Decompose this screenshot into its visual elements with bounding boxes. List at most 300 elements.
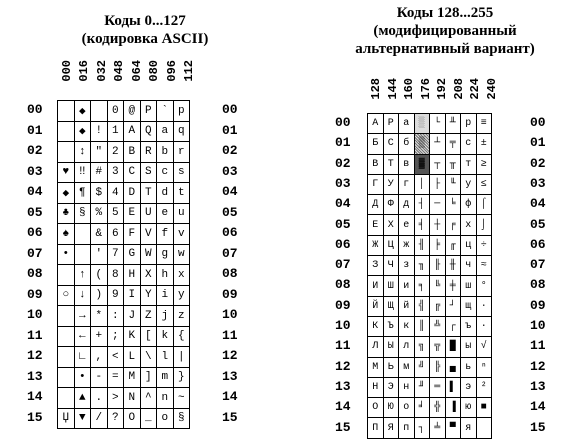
table-cell: Ф (383, 195, 399, 215)
left-row-label: 06 (27, 225, 43, 240)
table-cell: ┘ (445, 296, 461, 316)
right-row-label: 09 (530, 297, 546, 313)
table-cell: З (368, 256, 384, 276)
table-cell: ) (91, 285, 108, 306)
table-cell: j (157, 306, 174, 327)
right-row-label: 03 (335, 175, 351, 191)
table-row (368, 235, 492, 255)
table-cell: ∟ (74, 347, 91, 368)
table-cell: 9 (107, 285, 124, 306)
table-cell: А (368, 114, 384, 134)
table-cell: Џ (58, 408, 75, 429)
table-cell: е (399, 215, 415, 235)
table-cell: o (157, 408, 174, 429)
left-col-header: 016 (77, 60, 92, 82)
table-cell: о (399, 398, 415, 418)
table-cell: ` (157, 101, 174, 122)
table-cell: ф (461, 195, 477, 215)
table-cell: ╦ (430, 337, 446, 357)
table-cell (58, 306, 75, 327)
table-cell: W (140, 244, 157, 265)
table-cell: § (173, 408, 190, 429)
table-cell: B (124, 142, 141, 163)
table-cell: я (461, 418, 477, 438)
right-row-label: 00 (530, 115, 546, 130)
left-row-label: 15 (222, 409, 238, 425)
table-cell: └ (430, 114, 446, 134)
left-row-label: 00 (222, 102, 238, 117)
table-cell: ▐ (445, 398, 461, 418)
left-row-label: 08 (222, 266, 238, 281)
right-row-label: 10 (530, 318, 546, 333)
table-cell: y (173, 285, 190, 306)
table-cell: ┌ (445, 316, 461, 336)
table-cell (58, 265, 75, 286)
table-cell: п (399, 418, 415, 438)
left-row-label: 15 (27, 409, 43, 425)
table-cell: 6 (107, 224, 124, 245)
table-cell: ш (461, 276, 477, 296)
table-cell: ┬ (430, 154, 446, 174)
table-cell: К (368, 316, 384, 336)
left-row-label: 14 (222, 389, 238, 404)
table-cell: х (461, 215, 477, 235)
table-cell: ▲ (74, 388, 91, 409)
table-cell: s (173, 162, 190, 183)
table-cell: ] (140, 367, 157, 388)
table-cell: Q (140, 121, 157, 142)
table-cell: $ (91, 183, 108, 204)
table-cell: → (74, 306, 91, 327)
table-cell (74, 224, 91, 245)
table-row (58, 285, 190, 306)
table-cell (476, 418, 492, 438)
table-cell: \ (140, 347, 157, 368)
table-cell: U (140, 203, 157, 224)
table-cell: 3 (107, 162, 124, 183)
table-cell: w (173, 244, 190, 265)
table-cell: , (91, 347, 108, 368)
table-cell: O (124, 408, 141, 429)
table-cell: ; (107, 326, 124, 347)
table-cell: ♥ (58, 162, 75, 183)
table-cell: ═ (430, 377, 446, 397)
table-cell: 1 (107, 121, 124, 142)
right-row-label: 06 (530, 236, 546, 252)
table-cell: Ц (383, 235, 399, 255)
table-row (368, 357, 492, 377)
table-row (58, 388, 190, 409)
table-cell: ╤ (445, 134, 461, 154)
table-cell: ° (476, 276, 492, 296)
table-cell: ы (461, 337, 477, 357)
table-cell: / (91, 408, 108, 429)
table-cell: б (399, 134, 415, 154)
table-cell: ? (107, 408, 124, 429)
table-cell: ╠ (430, 357, 446, 377)
table-cell: ║ (414, 316, 430, 336)
table-cell: ╙ (445, 174, 461, 194)
table-cell: a (157, 121, 174, 142)
left-row-label: 01 (27, 122, 43, 138)
left-code-table (57, 100, 190, 429)
table-cell: ↕ (74, 142, 91, 163)
table-cell: ╝ (414, 357, 430, 377)
left-title-line1: Коды 0...127 (104, 13, 186, 29)
table-cell: = (107, 367, 124, 388)
left-row-label: 03 (27, 163, 43, 179)
table-row (368, 296, 492, 316)
left-row-label: 11 (222, 327, 238, 343)
table-cell: p (173, 101, 190, 122)
right-row-label: 05 (530, 216, 546, 232)
left-row-label: 08 (27, 266, 43, 281)
left-row-label: 14 (27, 389, 43, 404)
left-row-label: 09 (222, 286, 238, 302)
right-col-header: 240 (484, 78, 499, 100)
table-cell (58, 121, 75, 142)
table-cell (58, 101, 75, 122)
table-cell: М (368, 357, 384, 377)
table-row (58, 367, 190, 388)
left-row-label: 01 (222, 122, 238, 138)
table-cell: ┐ (414, 418, 430, 438)
right-row-label: 00 (335, 115, 351, 130)
table-row (58, 306, 190, 327)
right-row-label: 14 (530, 399, 546, 415)
left-col-header: 080 (147, 60, 162, 82)
table-cell: э (461, 377, 477, 397)
right-row-label: 11 (530, 338, 546, 354)
table-cell: ÷ (476, 235, 492, 255)
table-row (58, 244, 190, 265)
table-cell: Г (368, 174, 384, 194)
left-row-label: 02 (222, 143, 238, 158)
table-cell: √ (476, 337, 492, 357)
table-cell: @ (124, 101, 141, 122)
table-cell: ( (91, 265, 108, 286)
table-cell: < (107, 347, 124, 368)
table-cell: ▄ (445, 357, 461, 377)
table-row (368, 337, 492, 357)
table-cell: р (461, 114, 477, 134)
table-cell: ╫ (445, 256, 461, 276)
table-cell: ю (461, 398, 477, 418)
right-title (330, 4, 560, 58)
table-row (368, 377, 492, 397)
table-cell: г (399, 174, 415, 194)
table-cell: ◆ (58, 183, 75, 204)
table-cell: Я (383, 418, 399, 438)
table-row (368, 215, 492, 235)
table-cell: ╚ (430, 276, 446, 296)
left-col-header: 064 (129, 60, 144, 82)
table-cell: ♣ (58, 203, 75, 224)
table-cell: │ (414, 174, 430, 194)
table-cell: ▌ (445, 377, 461, 397)
table-cell: { (173, 326, 190, 347)
table-cell: Й (368, 296, 384, 316)
table-row (58, 101, 190, 122)
table-row (58, 203, 190, 224)
left-row-label: 00 (27, 102, 43, 117)
table-cell: [ (140, 326, 157, 347)
table-cell: ▓ (414, 154, 430, 174)
table-row (58, 408, 190, 429)
table-cell: d (157, 183, 174, 204)
table-cell: ц (461, 235, 477, 255)
table-cell: О (368, 398, 384, 418)
left-row-label: 10 (222, 307, 238, 322)
table-cell: f (157, 224, 174, 245)
table-cell: ⌡ (476, 215, 492, 235)
table-cell: + (91, 326, 108, 347)
table-cell: 5 (107, 203, 124, 224)
table-cell: ╢ (414, 235, 430, 255)
table-cell: Y (140, 285, 157, 306)
left-row-label: 04 (222, 184, 238, 199)
table-cell: В (368, 154, 384, 174)
table-cell: c (157, 162, 174, 183)
right-row-label: 07 (530, 257, 546, 273)
table-cell: M (124, 367, 141, 388)
table-cell: ╬ (430, 398, 446, 418)
table-cell: Ь (383, 357, 399, 377)
table-cell: > (107, 388, 124, 409)
table-row (58, 265, 190, 286)
table-cell: V (140, 224, 157, 245)
table-cell: • (74, 367, 91, 388)
table-cell (91, 101, 108, 122)
table-cell: I (124, 285, 141, 306)
table-cell: ╡ (414, 215, 430, 235)
table-row (58, 121, 190, 142)
table-cell: Е (368, 215, 384, 235)
table-cell: 2 (107, 142, 124, 163)
table-cell: F (124, 224, 141, 245)
table-cell: 7 (107, 244, 124, 265)
right-code-table (367, 113, 492, 439)
table-row (58, 142, 190, 163)
table-cell: ~ (173, 388, 190, 409)
table-cell: Т (383, 154, 399, 174)
table-cell: § (74, 203, 91, 224)
table-cell: Ъ (383, 316, 399, 336)
table-cell: ◆ (74, 101, 91, 122)
table-cell: ≥ (476, 154, 492, 174)
table-cell: ^ (140, 388, 157, 409)
table-cell: ъ (461, 316, 477, 336)
table-row (58, 347, 190, 368)
table-cell: Z (140, 306, 157, 327)
left-title (55, 12, 235, 48)
right-row-label: 10 (335, 318, 351, 333)
left-row-label: 09 (27, 286, 43, 302)
table-cell: N (124, 388, 141, 409)
table-cell: ♠ (58, 224, 75, 245)
table-row (368, 398, 492, 418)
right-col-header: 176 (418, 78, 433, 100)
table-cell (74, 244, 91, 265)
table-cell: ≤ (476, 174, 492, 194)
table-cell: A (124, 121, 141, 142)
table-cell: ╖ (414, 256, 430, 276)
table-row (58, 326, 190, 347)
right-row-label: 11 (335, 338, 351, 354)
table-cell: у (461, 174, 477, 194)
left-col-header: 000 (59, 60, 74, 82)
table-row (368, 114, 492, 134)
table-cell: И (368, 276, 384, 296)
table-cell: # (91, 162, 108, 183)
table-cell: т (461, 154, 477, 174)
table-cell: й (399, 296, 415, 316)
table-row (368, 276, 492, 296)
table-cell: & (91, 224, 108, 245)
right-row-label: 06 (335, 236, 351, 252)
table-cell: ь (461, 357, 477, 377)
table-cell: к (399, 316, 415, 336)
table-cell: X (140, 265, 157, 286)
table-cell: ↓ (74, 285, 91, 306)
right-col-header: 128 (369, 78, 384, 100)
table-cell: 0 (107, 101, 124, 122)
table-cell: ○ (58, 285, 75, 306)
table-cell: в (399, 154, 415, 174)
table-cell: % (91, 203, 108, 224)
table-cell: ╩ (430, 316, 446, 336)
left-row-label: 05 (27, 204, 43, 220)
right-row-label: 09 (335, 297, 351, 313)
table-cell: ∙ (476, 296, 492, 316)
table-cell (58, 347, 75, 368)
table-row (368, 256, 492, 276)
table-cell: i (157, 285, 174, 306)
table-cell: S (140, 162, 157, 183)
table-cell: n (157, 388, 174, 409)
left-row-label: 05 (222, 204, 238, 220)
table-cell: ² (476, 377, 492, 397)
table-cell: ┴ (430, 134, 446, 154)
table-cell: н (399, 377, 415, 397)
table-cell: ├ (430, 174, 446, 194)
right-row-label: 14 (335, 399, 351, 415)
table-cell: ╟ (430, 256, 446, 276)
left-row-label: 07 (222, 245, 238, 261)
table-cell: 4 (107, 183, 124, 204)
table-cell: ╘ (445, 195, 461, 215)
table-cell: ╗ (414, 337, 430, 357)
table-cell: - (91, 367, 108, 388)
right-row-label: 04 (530, 196, 546, 212)
right-col-header: 208 (451, 78, 466, 100)
table-cell: Б (368, 134, 384, 154)
right-col-header: 192 (435, 78, 450, 100)
right-row-label: 15 (530, 419, 546, 435)
right-row-label: 12 (530, 358, 546, 374)
table-cell: x (173, 265, 190, 286)
table-cell: ¶ (74, 183, 91, 204)
table-cell: J (124, 306, 141, 327)
right-row-label: 02 (530, 155, 546, 171)
table-cell: П (368, 418, 384, 438)
table-cell (58, 326, 75, 347)
table-cell: v (173, 224, 190, 245)
table-cell: ‼ (74, 162, 91, 183)
table-cell: . (91, 388, 108, 409)
table-cell: ▒ (414, 134, 430, 154)
table-cell: t (173, 183, 190, 204)
table-cell: ± (476, 134, 492, 154)
table-cell: R (140, 142, 157, 163)
table-cell: ◆ (74, 121, 91, 142)
table-cell: ╨ (445, 114, 461, 134)
table-cell: ╣ (414, 296, 430, 316)
table-cell (58, 367, 75, 388)
table-cell: E (124, 203, 141, 224)
table-cell: Ч (383, 256, 399, 276)
table-cell: K (124, 326, 141, 347)
table-cell: ╞ (430, 235, 446, 255)
table-cell: q (173, 121, 190, 142)
table-cell: Л (368, 337, 384, 357)
table-cell: ╪ (445, 276, 461, 296)
right-row-label: 02 (335, 155, 351, 171)
table-cell: ─ (430, 195, 446, 215)
left-row-label: 04 (27, 184, 43, 199)
table-row (368, 154, 492, 174)
table-cell: m (157, 367, 174, 388)
table-cell: ╧ (430, 418, 446, 438)
right-col-header: 160 (402, 78, 417, 100)
table-cell: } (173, 367, 190, 388)
table-row (58, 224, 190, 245)
left-row-label: 13 (27, 368, 43, 384)
table-row (368, 134, 492, 154)
table-cell: L (124, 347, 141, 368)
table-cell: Ш (383, 276, 399, 296)
table-row (58, 183, 190, 204)
right-row-label: 01 (530, 135, 546, 151)
table-cell: r (173, 142, 190, 163)
table-cell: ╛ (414, 398, 430, 418)
table-cell: : (107, 306, 124, 327)
right-row-label: 03 (530, 175, 546, 191)
table-cell: b (157, 142, 174, 163)
table-cell: Ы (383, 337, 399, 357)
table-cell: Ж (368, 235, 384, 255)
table-row (368, 174, 492, 194)
table-cell: ╜ (414, 377, 430, 397)
right-row-label: 15 (335, 419, 351, 435)
table-cell: ╔ (430, 296, 446, 316)
right-title-line3: альтернативный вариант) (355, 41, 535, 57)
table-cell: ⁿ (476, 357, 492, 377)
table-cell: ≡ (476, 114, 492, 134)
left-col-header: 032 (94, 60, 109, 82)
table-cell: | (173, 347, 190, 368)
table-cell: " (91, 142, 108, 163)
left-row-label: 07 (27, 245, 43, 261)
table-cell: Х (383, 215, 399, 235)
table-cell: ⌠ (476, 195, 492, 215)
table-cell: _ (140, 408, 157, 429)
table-cell: м (399, 357, 415, 377)
table-cell: Ю (383, 398, 399, 418)
right-row-label: 07 (335, 257, 351, 273)
table-cell: ≈ (476, 256, 492, 276)
left-title-line2: (кодировка ASCII) (81, 31, 209, 47)
